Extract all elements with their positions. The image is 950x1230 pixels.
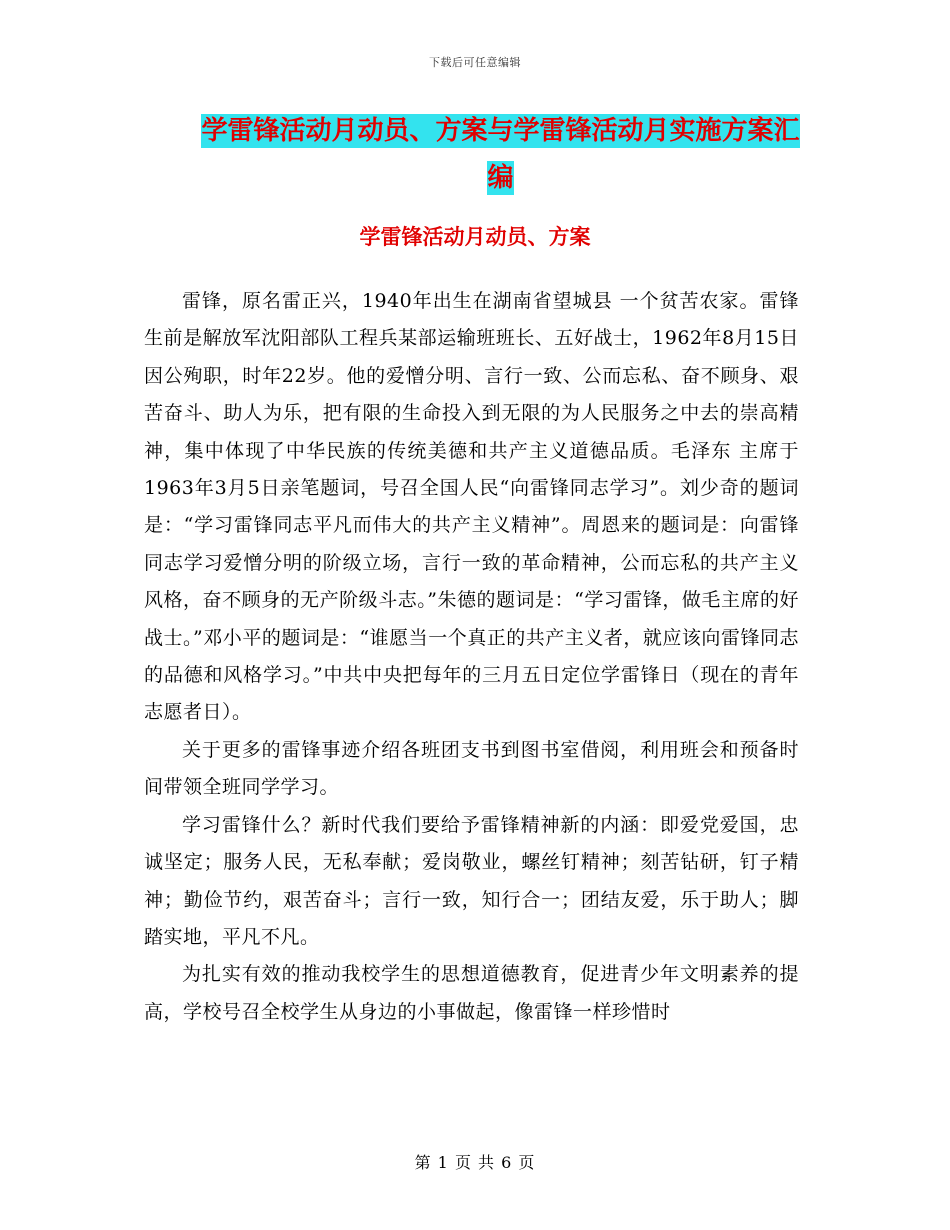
document-title <box>188 108 813 202</box>
section-title: 学雷锋活动月动员、方案 <box>359 225 591 249</box>
document-title-line-1: 学雷锋活动月动员、方案与学雷锋活动月实施方案汇 <box>201 116 800 146</box>
document-title-line-2: 编 <box>487 163 514 193</box>
paragraph: 雷锋，原名雷正兴，1940年出生在湖南省望城县 一个贫苦农家。雷锋生前是解放军沈阳部队工程兵某部运输班班长、五好战士，1962年8月15日因公殉职，时年22岁。他的爱憎分明、言行一致、公而忘私、奋不顾身、艰苦奋斗、助人为乐，把有限的生命投入到无限的为人民服务之中去的崇高精神，集中体现了中华民族的传统美德和共产主义道德品质。毛泽东 主席于1963年3月5日亲笔题词，号召全国人民“向雷锋同志学习”。刘少奇的题词是：“学习雷锋同志平凡而伟大的共产主义精神”。周恩来的题词是：向雷锋同志学习爱憎分明的阶级立场，言行一致的革命精神，公而忘私的共产主义风格，奋不顾身的无产阶级斗志。”朱德的题词是：“学习雷锋，做毛主席的好战士。”邓小平的题词是：“谁愿当一个真正的共产主义者，就应该向雷锋同志的品德和风格学习。”中共中央把每年的三月五日定位学雷锋日（现在的青年志愿者日）。 <box>144 290 799 724</box>
document-body <box>144 283 799 1031</box>
paragraph: 学习雷锋什么？新时代我们要给予雷锋精神新的内涵：即爱党爱国，忠诚坚定；服务人民，无私奉献；爱岗敬业，螺丝钉精神；刻苦钻研，钉子精神；勤俭节约，艰苦奋斗；言行一致，知行合一；团结友爱，乐于助人；脚踏实地，平凡不凡。 <box>144 813 799 948</box>
page-header-note: 下载后可任意编辑 <box>429 56 521 69</box>
paragraph: 为扎实有效的推动我校学生的思想道德教育，促进青少年文明素养的提高，学校号召全校学生从身边的小事做起，像雷锋一样珍惜时 <box>144 963 799 1023</box>
page-footer-number: 第 1 页 共 6 页 <box>414 1153 536 1172</box>
paragraph: 关于更多的雷锋事迹介绍各班团支书到图书室借阅，利用班会和预备时间带领全班同学学习。 <box>144 738 799 799</box>
